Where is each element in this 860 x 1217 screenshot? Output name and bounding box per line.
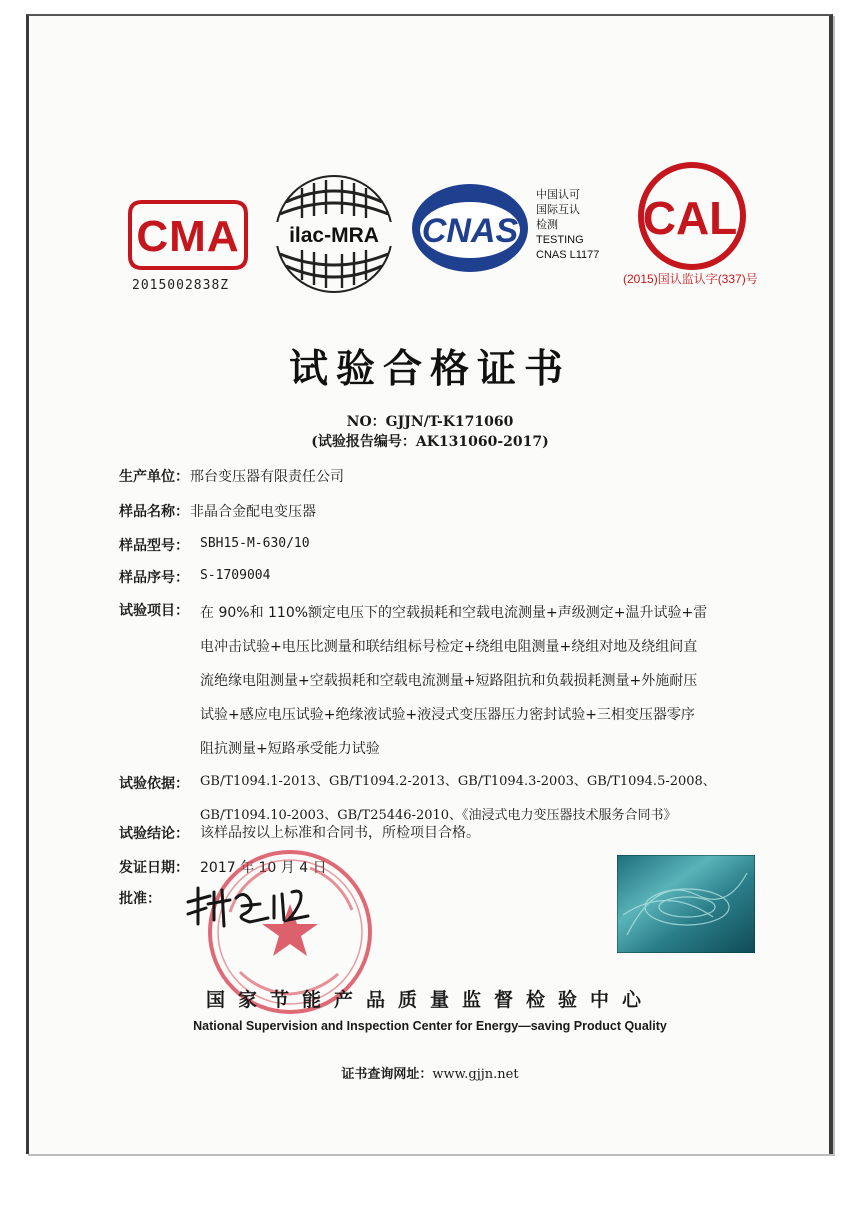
- sample-model-label: 样品型号：: [119, 538, 189, 554]
- test-items-line: 电冲击试验+电压比测量和联结组标号检定+绕组电阻测量+绕组对地及绕组间直: [200, 639, 698, 655]
- test-basis-label: 试验依据：: [119, 776, 189, 792]
- svg-text:CNAS: CNAS: [421, 212, 519, 250]
- test-basis-line: GB/T1094.1-2013、GB/T1094.2-2013、GB/T1094.3-2003、GB/T1094.5-2008、: [200, 774, 716, 789]
- issue-date-label: 发证日期：: [119, 860, 189, 876]
- svg-text:ilac-MRA: ilac-MRA: [289, 224, 379, 247]
- cnas-logo: [408, 180, 532, 276]
- website-url[interactable]: www.gjjn.net: [432, 1067, 519, 1082]
- cma-logo: [128, 196, 248, 274]
- sample-serial-value: S-1709004: [200, 568, 271, 583]
- test-items-label: 试验项目：: [119, 603, 189, 619]
- cal-logo: [636, 160, 748, 272]
- conclusion-value: 该样品按以上标准和合同书，所检项目合格。: [200, 825, 480, 841]
- cal-caption: (2015)国认监认字(337)号: [623, 272, 758, 286]
- test-items-text: [200, 596, 780, 766]
- cnas-accreditation-text: [536, 188, 599, 263]
- svg-text:CMA: CMA: [136, 212, 240, 261]
- approval-label: 批准：: [119, 891, 161, 907]
- cma-code: 2015002838Z: [132, 278, 230, 293]
- test-items-line: 阻抗测量+短路承受能力试验: [200, 741, 380, 757]
- cnas-line: 中国认可: [536, 189, 580, 201]
- manufacturer-value: 邢台变压器有限责任公司: [190, 469, 344, 485]
- sample-serial-label: 样品序号：: [119, 570, 189, 586]
- cnas-line: TESTING: [536, 234, 584, 246]
- sample-name-value: 非晶合金配电变压器: [190, 504, 316, 520]
- sample-model-value: SBH15-M-630/10: [200, 536, 310, 551]
- manufacturer-label: 生产单位：: [119, 469, 189, 485]
- signature: [180, 880, 320, 932]
- ilac-mra-logo: [272, 172, 396, 296]
- test-items-line: 试验+感应电压试验+绝缘液试验+液浸式变压器压力密封试验+三相变压器零序: [200, 707, 695, 723]
- issue-date-value: 2017 年 10 月 4 日: [200, 860, 327, 876]
- test-items-line: 流绝缘电阻测量+空载损耗和空载电流测量+短路阻抗和负载损耗测量+外施耐压: [200, 673, 698, 689]
- cnas-line: 国际互认: [536, 204, 580, 216]
- page-title: 试验合格证书: [288, 347, 571, 392]
- report-number: (试验报告编号：AK131060-2017): [311, 434, 549, 450]
- hologram-seal: [617, 855, 755, 953]
- sample-name-label: 样品名称：: [119, 504, 189, 520]
- organization-name-cn: 国家节能产品质量监督检验中心: [205, 989, 654, 1011]
- conclusion-label: 试验结论：: [119, 826, 189, 842]
- test-basis-line: GB/T1094.10-2003、GB/T25446-2010、《油浸式电力变压器技术服务合同书》: [200, 808, 677, 823]
- website-label: 证书查询网址：: [341, 1067, 433, 1082]
- organization-name-en: National Supervision and Inspection Center for Energy—saving Product Quality: [193, 1019, 667, 1033]
- certificate-number: NO：GJJN/T-K171060: [346, 414, 514, 430]
- test-items-line: 在 90%和 110%额定电压下的空载损耗和空载电流测量+声级测定+温升试验+雷: [200, 605, 708, 621]
- cnas-line: CNAS L1177: [536, 249, 600, 261]
- website-line: [0, 1063, 860, 1082]
- svg-text:CAL: CAL: [642, 192, 738, 244]
- cnas-line: 检测: [536, 219, 558, 231]
